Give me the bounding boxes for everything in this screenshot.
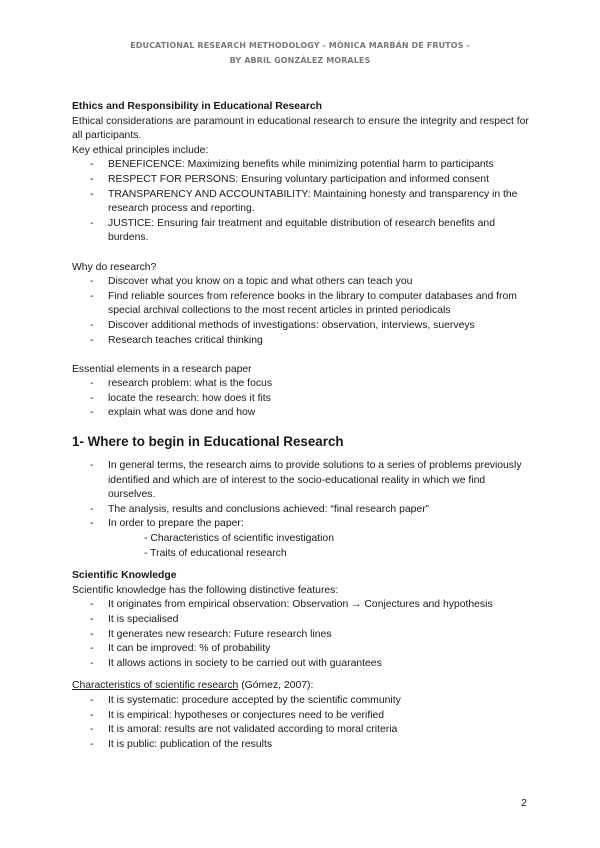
characteristics-citation: (Gómez, 2007):	[238, 680, 314, 692]
list-item: - It originates from empirical observation: Observation → Conjectures and hypothesis	[72, 598, 532, 613]
list-item: - BENEFICENCE: Maximizing benefits while minimizing potential harm to participants	[72, 158, 532, 173]
list-item: - Find reliable sources from reference books in the library to computer databases and from special archival collections to the most recent articles in printed periodicals	[72, 290, 532, 319]
list-item: - locate the research: how does it fits	[72, 392, 532, 407]
sublist-item: - Characteristics of scientific investigation	[144, 533, 334, 545]
section-1-heading: 1- Where to begin in Educational Research	[72, 434, 344, 450]
list-item: - JUSTICE: Ensuring fair treatment and equitable distribution of research benefits and burdens.	[72, 217, 532, 246]
running-header	[0, 38, 600, 68]
essential-heading: Essential elements in a research paper	[72, 363, 252, 375]
characteristics-list	[72, 694, 532, 752]
list-item: - It is amoral: results are not validated according to moral criteria	[72, 723, 532, 738]
list-item: - It is systematic: procedure accepted by the scientific community	[72, 694, 532, 709]
list-item: - It generates new research: Future research lines	[72, 628, 532, 643]
page-number: 2	[521, 797, 527, 809]
sublist-item: - Traits of educational research	[144, 547, 287, 559]
list-item: - It is public: publication of the results	[72, 738, 532, 753]
characteristics-title: Characteristics of scientific research	[72, 680, 239, 692]
header-line-1: EDUCATIONAL RESEARCH METHODOLOGY - MÓNICA MARBÁN DE FRUTOS -	[130, 41, 470, 50]
characteristics-heading	[72, 679, 532, 694]
section-1-list	[72, 459, 532, 532]
list-item: - In general terms, the research aims to provide solutions to a series of problems previously identified and which are of interest to the socio-educational reality in which we find ourselves.	[72, 459, 532, 503]
header-line-2: BY ABRIL GONZÁLEZ MORALES	[229, 56, 371, 65]
why-list	[72, 275, 532, 348]
scientific-intro: Scientific knowledge has the following distinctive features:	[72, 584, 339, 596]
ethics-heading: Ethics and Responsibility in Educational Research	[72, 101, 323, 112]
list-item: - It can be improved: % of probability	[72, 642, 532, 657]
list-item: - Discover additional methods of investigations: observation, interviews, suerveys	[72, 319, 532, 334]
list-item: - RESPECT FOR PERSONS: Ensuring voluntary participation and informed consent	[72, 173, 532, 188]
scientific-heading: Scientific Knowledge	[72, 570, 177, 582]
scientific-list	[72, 598, 532, 671]
list-item: - Discover what you know on a topic and what others can teach you	[72, 275, 532, 290]
list-item: - In order to prepare the paper:	[72, 517, 532, 532]
list-item: - The analysis, results and conclusions achieved: “final research paper”	[72, 503, 532, 518]
list-item: - It allows actions in society to be carried out with guarantees	[72, 657, 532, 672]
ethics-intro: Ethical considerations are paramount in educational research to ensure the integrity and respect for all participants.	[72, 115, 529, 142]
list-item: - It is specialised	[72, 613, 532, 628]
list-item: - Research teaches critical thinking	[72, 334, 532, 349]
ethics-list	[72, 158, 532, 246]
why-heading: Why do research?	[72, 261, 157, 273]
essential-list	[72, 377, 532, 421]
list-item: - TRANSPARENCY AND ACCOUNTABILITY: Maintaining honesty and transparency in the research process and reporting.	[72, 188, 532, 217]
list-item: - research problem: what is the focus	[72, 377, 532, 392]
list-item: - explain what was done and how	[72, 406, 532, 421]
page-content	[72, 100, 532, 752]
section-1-sublist	[72, 532, 532, 561]
ethics-principles-label: Key ethical principles include:	[72, 144, 209, 156]
list-item: - It is empirical: hypotheses or conjectures need to be verified	[72, 709, 532, 724]
